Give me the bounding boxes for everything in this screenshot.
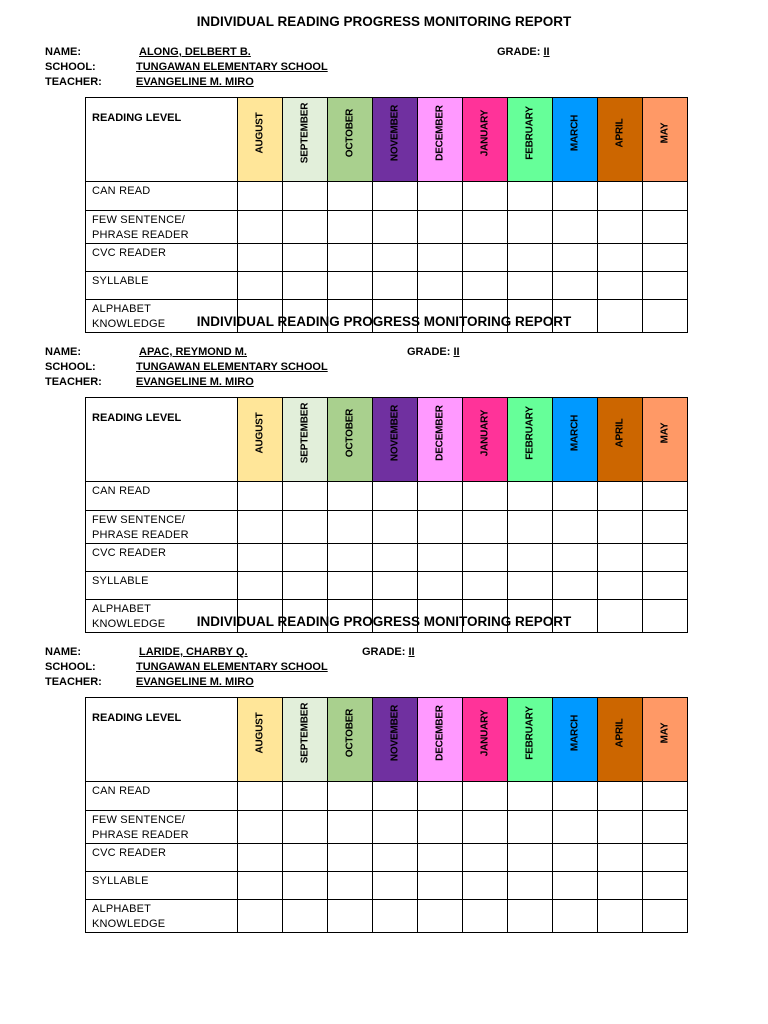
name-value bbox=[139, 646, 248, 658]
progress-cell[interactable] bbox=[238, 572, 283, 600]
month-label: JANUARY bbox=[479, 409, 491, 456]
reading-level-label: CAN READ bbox=[86, 782, 238, 811]
progress-cell[interactable] bbox=[598, 544, 643, 572]
progress-cell[interactable] bbox=[418, 182, 463, 211]
month-header-box bbox=[508, 398, 552, 467]
month-label: NOVEMBER bbox=[389, 104, 401, 161]
progress-cell[interactable] bbox=[463, 811, 508, 844]
name-value bbox=[139, 346, 247, 358]
progress-cell[interactable] bbox=[418, 482, 463, 511]
teacher-value-text: EVANGELINE M. MIRO bbox=[136, 676, 254, 688]
grade-label: GRADE: bbox=[497, 46, 541, 58]
progress-cell[interactable] bbox=[643, 482, 688, 511]
progress-cell[interactable] bbox=[508, 544, 553, 572]
month-header-box bbox=[328, 98, 372, 167]
table-row bbox=[86, 544, 688, 572]
reading-level-label: SYLLABLE bbox=[86, 572, 238, 600]
table-row bbox=[86, 182, 688, 211]
progress-cell[interactable] bbox=[373, 844, 418, 872]
reading-level-header: READING LEVEL bbox=[86, 398, 238, 482]
month-label: MARCH bbox=[569, 414, 581, 451]
month-header-march bbox=[553, 698, 598, 782]
month-label: FEBRUARY bbox=[524, 405, 536, 460]
reading-level-label: CAN READ bbox=[86, 482, 238, 511]
progress-cell[interactable] bbox=[418, 872, 463, 900]
progress-cell[interactable] bbox=[508, 482, 553, 511]
progress-cell[interactable] bbox=[463, 211, 508, 244]
progress-cell[interactable] bbox=[463, 482, 508, 511]
month-label: OCTOBER bbox=[344, 408, 356, 457]
month-header-box bbox=[373, 98, 417, 167]
month-label: SEPTEMBER bbox=[299, 102, 311, 163]
progress-cell[interactable] bbox=[553, 482, 598, 511]
grade-field bbox=[497, 46, 550, 58]
progress-cell[interactable] bbox=[553, 900, 598, 933]
table-header-row bbox=[86, 398, 688, 482]
progress-cell[interactable] bbox=[553, 782, 598, 811]
progress-cell[interactable] bbox=[643, 211, 688, 244]
month-header-august bbox=[238, 398, 283, 482]
progress-cell[interactable] bbox=[598, 211, 643, 244]
school-value bbox=[136, 661, 328, 673]
reading-level-label: SYLLABLE bbox=[86, 872, 238, 900]
teacher-label: TEACHER: bbox=[45, 676, 102, 688]
month-label: SEPTEMBER bbox=[299, 702, 311, 763]
school-value-text: TUNGAWAN ELEMENTARY SCHOOL bbox=[136, 61, 328, 73]
progress-cell[interactable] bbox=[328, 844, 373, 872]
name-label: NAME: bbox=[45, 46, 82, 58]
progress-cell[interactable] bbox=[328, 211, 373, 244]
progress-cell[interactable] bbox=[418, 572, 463, 600]
progress-cell[interactable] bbox=[553, 211, 598, 244]
progress-cell[interactable] bbox=[463, 511, 508, 544]
month-label: DECEMBER bbox=[434, 104, 446, 161]
table-row bbox=[86, 900, 688, 933]
progress-cell[interactable] bbox=[373, 511, 418, 544]
report-title: INDIVIDUAL READING PROGRESS MONITORING REPORT bbox=[196, 614, 572, 629]
progress-cell[interactable] bbox=[283, 272, 328, 300]
name-value-text: APAC, REYMOND M. bbox=[139, 346, 247, 358]
month-header-box bbox=[643, 398, 687, 467]
table-header-row bbox=[86, 98, 688, 182]
reading-level-label: CVC READER bbox=[86, 244, 238, 272]
progress-cell[interactable] bbox=[373, 272, 418, 300]
table-row bbox=[86, 811, 688, 844]
progress-cell[interactable] bbox=[373, 244, 418, 272]
progress-cell[interactable] bbox=[553, 572, 598, 600]
table-row bbox=[86, 211, 688, 244]
progress-cell[interactable] bbox=[283, 511, 328, 544]
report-title: INDIVIDUAL READING PROGRESS MONITORING REPORT bbox=[196, 314, 572, 329]
progress-cell[interactable] bbox=[598, 782, 643, 811]
month-header-december bbox=[418, 698, 463, 782]
month-header-box bbox=[553, 398, 597, 467]
reading-level-header: READING LEVEL bbox=[86, 698, 238, 782]
progress-cell[interactable] bbox=[598, 900, 643, 933]
month-header-box bbox=[598, 398, 642, 467]
table-row bbox=[86, 272, 688, 300]
progress-cell[interactable] bbox=[238, 272, 283, 300]
progress-cell[interactable] bbox=[328, 182, 373, 211]
teacher-value bbox=[136, 676, 254, 688]
month-header-september bbox=[283, 698, 328, 782]
school-value-text: TUNGAWAN ELEMENTARY SCHOOL bbox=[136, 661, 328, 673]
progress-cell[interactable] bbox=[643, 811, 688, 844]
month-label: NOVEMBER bbox=[389, 704, 401, 761]
progress-cell[interactable] bbox=[373, 782, 418, 811]
progress-cell[interactable] bbox=[643, 544, 688, 572]
school-label: SCHOOL: bbox=[45, 61, 96, 73]
progress-cell[interactable] bbox=[508, 900, 553, 933]
table-header-row bbox=[86, 698, 688, 782]
month-header-february bbox=[508, 98, 553, 182]
reading-level-label: SYLLABLE bbox=[86, 272, 238, 300]
month-header-box bbox=[418, 698, 462, 767]
month-header-box bbox=[553, 698, 597, 767]
month-header-december bbox=[418, 398, 463, 482]
reading-level-table bbox=[85, 397, 688, 633]
progress-cell[interactable] bbox=[553, 272, 598, 300]
month-header-february bbox=[508, 698, 553, 782]
month-label: APRIL bbox=[614, 117, 626, 148]
teacher-value-text: EVANGELINE M. MIRO bbox=[136, 76, 254, 88]
progress-cell[interactable] bbox=[238, 211, 283, 244]
name-value-text: LARIDE, CHARBY Q. bbox=[139, 646, 248, 658]
progress-cell[interactable] bbox=[418, 211, 463, 244]
progress-cell[interactable] bbox=[553, 244, 598, 272]
table-row bbox=[86, 572, 688, 600]
progress-cell[interactable] bbox=[238, 811, 283, 844]
month-label: JANUARY bbox=[479, 109, 491, 156]
month-label: MAY bbox=[659, 722, 671, 743]
progress-cell[interactable] bbox=[418, 511, 463, 544]
table-row bbox=[86, 782, 688, 811]
progress-cell[interactable] bbox=[373, 544, 418, 572]
progress-cell[interactable] bbox=[643, 900, 688, 933]
month-label: APRIL bbox=[614, 717, 626, 748]
reading-level-label: FEW SENTENCE/ PHRASE READER bbox=[86, 511, 238, 544]
progress-cell[interactable] bbox=[328, 511, 373, 544]
progress-cell[interactable] bbox=[598, 511, 643, 544]
name-label: NAME: bbox=[45, 346, 82, 358]
progress-cell[interactable] bbox=[238, 872, 283, 900]
progress-cell[interactable] bbox=[643, 511, 688, 544]
month-header-october bbox=[328, 698, 373, 782]
month-header-box bbox=[643, 698, 687, 767]
reading-level-label: FEW SENTENCE/ PHRASE READER bbox=[86, 211, 238, 244]
progress-cell[interactable] bbox=[598, 182, 643, 211]
progress-cell[interactable] bbox=[418, 244, 463, 272]
progress-cell[interactable] bbox=[463, 572, 508, 600]
progress-cell[interactable] bbox=[328, 900, 373, 933]
month-header-box bbox=[508, 698, 552, 767]
progress-cell[interactable] bbox=[508, 811, 553, 844]
progress-cell[interactable] bbox=[238, 182, 283, 211]
month-header-box bbox=[328, 698, 372, 767]
progress-cell[interactable] bbox=[463, 244, 508, 272]
month-header-november bbox=[373, 698, 418, 782]
progress-cell[interactable] bbox=[643, 872, 688, 900]
progress-cell[interactable] bbox=[283, 782, 328, 811]
month-label: OCTOBER bbox=[344, 708, 356, 757]
month-header-box bbox=[553, 98, 597, 167]
month-header-box bbox=[598, 698, 642, 767]
month-header-january bbox=[463, 98, 508, 182]
school-value bbox=[136, 361, 328, 373]
month-header-box bbox=[418, 98, 462, 167]
month-header-december bbox=[418, 98, 463, 182]
progress-cell[interactable] bbox=[598, 872, 643, 900]
progress-cell[interactable] bbox=[238, 782, 283, 811]
progress-cell[interactable] bbox=[553, 872, 598, 900]
progress-cell[interactable] bbox=[643, 182, 688, 211]
progress-cell[interactable] bbox=[508, 244, 553, 272]
name-label: NAME: bbox=[45, 646, 82, 658]
progress-cell[interactable] bbox=[508, 211, 553, 244]
month-header-box bbox=[598, 98, 642, 167]
progress-cell[interactable] bbox=[328, 244, 373, 272]
month-label: OCTOBER bbox=[344, 108, 356, 157]
progress-cell[interactable] bbox=[643, 844, 688, 872]
month-header-box bbox=[283, 698, 327, 767]
table-row bbox=[86, 244, 688, 272]
progress-cell[interactable] bbox=[328, 572, 373, 600]
progress-cell[interactable] bbox=[328, 544, 373, 572]
month-header-september bbox=[283, 98, 328, 182]
progress-cell[interactable] bbox=[418, 900, 463, 933]
progress-cell[interactable] bbox=[283, 544, 328, 572]
grade-label: GRADE: bbox=[362, 646, 406, 658]
month-label: NOVEMBER bbox=[389, 404, 401, 461]
school-value bbox=[136, 61, 328, 73]
month-header-april bbox=[598, 698, 643, 782]
name-value bbox=[139, 46, 251, 58]
month-label: APRIL bbox=[614, 417, 626, 448]
month-header-box bbox=[238, 98, 282, 167]
month-header-box bbox=[238, 398, 282, 467]
month-header-box bbox=[508, 98, 552, 167]
school-label: SCHOOL: bbox=[45, 661, 96, 673]
grade-value: II bbox=[408, 646, 415, 658]
progress-cell[interactable] bbox=[328, 872, 373, 900]
progress-cell[interactable] bbox=[463, 544, 508, 572]
progress-cell[interactable] bbox=[418, 811, 463, 844]
teacher-label: TEACHER: bbox=[45, 76, 102, 88]
progress-cell[interactable] bbox=[463, 182, 508, 211]
progress-cell[interactable] bbox=[283, 900, 328, 933]
progress-cell[interactable] bbox=[508, 511, 553, 544]
grade-label: GRADE: bbox=[407, 346, 451, 358]
progress-cell[interactable] bbox=[328, 272, 373, 300]
month-header-january bbox=[463, 698, 508, 782]
progress-cell[interactable] bbox=[238, 482, 283, 511]
reading-level-label: FEW SENTENCE/ PHRASE READER bbox=[86, 811, 238, 844]
month-header-box bbox=[463, 698, 507, 767]
grade-value: II bbox=[543, 46, 550, 58]
progress-cell[interactable] bbox=[643, 572, 688, 600]
progress-cell[interactable] bbox=[418, 272, 463, 300]
month-label: MAY bbox=[659, 422, 671, 443]
progress-cell[interactable] bbox=[418, 544, 463, 572]
progress-cell[interactable] bbox=[238, 544, 283, 572]
reading-level-header: READING LEVEL bbox=[86, 98, 238, 182]
progress-cell[interactable] bbox=[283, 182, 328, 211]
month-label: MARCH bbox=[569, 714, 581, 751]
teacher-value bbox=[136, 376, 254, 388]
month-header-november bbox=[373, 398, 418, 482]
progress-cell[interactable] bbox=[598, 482, 643, 511]
progress-cell[interactable] bbox=[553, 544, 598, 572]
reading-level-table bbox=[85, 97, 688, 333]
reading-level-label: CAN READ bbox=[86, 182, 238, 211]
progress-cell[interactable] bbox=[373, 482, 418, 511]
progress-cell[interactable] bbox=[418, 844, 463, 872]
progress-cell[interactable] bbox=[283, 811, 328, 844]
month-label: SEPTEMBER bbox=[299, 402, 311, 463]
month-header-box bbox=[283, 398, 327, 467]
progress-cell[interactable] bbox=[373, 182, 418, 211]
month-header-november bbox=[373, 98, 418, 182]
month-header-april bbox=[598, 398, 643, 482]
progress-cell[interactable] bbox=[373, 872, 418, 900]
month-header-may bbox=[643, 398, 688, 482]
progress-cell[interactable] bbox=[508, 872, 553, 900]
month-header-august bbox=[238, 98, 283, 182]
month-header-box bbox=[463, 398, 507, 467]
month-header-box bbox=[643, 98, 687, 167]
month-header-box bbox=[283, 98, 327, 167]
progress-cell[interactable] bbox=[463, 900, 508, 933]
month-header-august bbox=[238, 698, 283, 782]
progress-cell[interactable] bbox=[508, 844, 553, 872]
grade-field bbox=[362, 646, 415, 658]
progress-cell[interactable] bbox=[598, 272, 643, 300]
progress-cell[interactable] bbox=[463, 272, 508, 300]
month-label: AUGUST bbox=[254, 711, 266, 754]
report-block bbox=[0, 14, 768, 330]
table-row bbox=[86, 872, 688, 900]
month-header-box bbox=[418, 398, 462, 467]
month-header-january bbox=[463, 398, 508, 482]
progress-cell[interactable] bbox=[238, 511, 283, 544]
month-header-box bbox=[463, 98, 507, 167]
reading-level-label: CVC READER bbox=[86, 844, 238, 872]
progress-cell[interactable] bbox=[508, 572, 553, 600]
progress-cell[interactable] bbox=[328, 782, 373, 811]
month-header-box bbox=[373, 698, 417, 767]
school-label: SCHOOL: bbox=[45, 361, 96, 373]
month-label: DECEMBER bbox=[434, 404, 446, 461]
progress-cell[interactable] bbox=[373, 811, 418, 844]
month-header-march bbox=[553, 398, 598, 482]
progress-cell[interactable] bbox=[238, 244, 283, 272]
reading-level-table bbox=[85, 697, 688, 933]
progress-cell[interactable] bbox=[598, 244, 643, 272]
progress-cell[interactable] bbox=[553, 511, 598, 544]
teacher-label: TEACHER: bbox=[45, 376, 102, 388]
progress-cell[interactable] bbox=[598, 572, 643, 600]
progress-cell[interactable] bbox=[283, 244, 328, 272]
progress-cell[interactable] bbox=[238, 900, 283, 933]
month-header-box bbox=[373, 398, 417, 467]
month-header-february bbox=[508, 398, 553, 482]
month-label: JANUARY bbox=[479, 709, 491, 756]
month-header-box bbox=[328, 398, 372, 467]
reading-level-label: CVC READER bbox=[86, 544, 238, 572]
teacher-value bbox=[136, 76, 254, 88]
progress-cell[interactable] bbox=[553, 182, 598, 211]
progress-cell[interactable] bbox=[373, 900, 418, 933]
progress-cell[interactable] bbox=[283, 572, 328, 600]
report-block bbox=[0, 614, 768, 930]
progress-cell[interactable] bbox=[553, 844, 598, 872]
month-header-may bbox=[643, 698, 688, 782]
progress-cell[interactable] bbox=[238, 844, 283, 872]
table-row bbox=[86, 511, 688, 544]
month-label: FEBRUARY bbox=[524, 705, 536, 760]
month-label: AUGUST bbox=[254, 111, 266, 154]
teacher-value-text: EVANGELINE M. MIRO bbox=[136, 376, 254, 388]
progress-cell[interactable] bbox=[328, 811, 373, 844]
progress-cell[interactable] bbox=[463, 844, 508, 872]
progress-cell[interactable] bbox=[508, 782, 553, 811]
progress-cell[interactable] bbox=[373, 211, 418, 244]
reading-level-label: ALPHABET KNOWLEDGE bbox=[86, 600, 238, 633]
month-label: MAY bbox=[659, 122, 671, 143]
progress-cell[interactable] bbox=[418, 782, 463, 811]
report-title: INDIVIDUAL READING PROGRESS MONITORING REPORT bbox=[196, 14, 572, 29]
progress-cell[interactable] bbox=[463, 782, 508, 811]
month-header-october bbox=[328, 398, 373, 482]
progress-cell[interactable] bbox=[328, 482, 373, 511]
reading-level-label: ALPHABET KNOWLEDGE bbox=[86, 300, 238, 333]
progress-cell[interactable] bbox=[283, 482, 328, 511]
progress-cell[interactable] bbox=[553, 811, 598, 844]
grade-field bbox=[407, 346, 460, 358]
month-header-april bbox=[598, 98, 643, 182]
progress-cell[interactable] bbox=[643, 782, 688, 811]
progress-cell[interactable] bbox=[643, 244, 688, 272]
month-label: MARCH bbox=[569, 114, 581, 151]
month-header-box bbox=[238, 698, 282, 767]
progress-cell[interactable] bbox=[283, 844, 328, 872]
progress-cell[interactable] bbox=[508, 272, 553, 300]
progress-cell[interactable] bbox=[643, 272, 688, 300]
month-header-september bbox=[283, 398, 328, 482]
progress-cell[interactable] bbox=[508, 182, 553, 211]
report-block bbox=[0, 314, 768, 630]
month-header-october bbox=[328, 98, 373, 182]
reading-level-label: ALPHABET KNOWLEDGE bbox=[86, 900, 238, 933]
progress-cell[interactable] bbox=[598, 844, 643, 872]
progress-cell[interactable] bbox=[283, 211, 328, 244]
progress-cell[interactable] bbox=[283, 872, 328, 900]
month-header-may bbox=[643, 98, 688, 182]
table-row bbox=[86, 482, 688, 511]
name-value-text: ALONG, DELBERT B. bbox=[139, 46, 251, 58]
school-value-text: TUNGAWAN ELEMENTARY SCHOOL bbox=[136, 361, 328, 373]
month-label: DECEMBER bbox=[434, 704, 446, 761]
progress-cell[interactable] bbox=[373, 572, 418, 600]
grade-value: II bbox=[453, 346, 460, 358]
month-label: AUGUST bbox=[254, 411, 266, 454]
month-label: FEBRUARY bbox=[524, 105, 536, 160]
progress-cell[interactable] bbox=[598, 811, 643, 844]
progress-cell[interactable] bbox=[463, 872, 508, 900]
table-row bbox=[86, 844, 688, 872]
month-header-march bbox=[553, 98, 598, 182]
